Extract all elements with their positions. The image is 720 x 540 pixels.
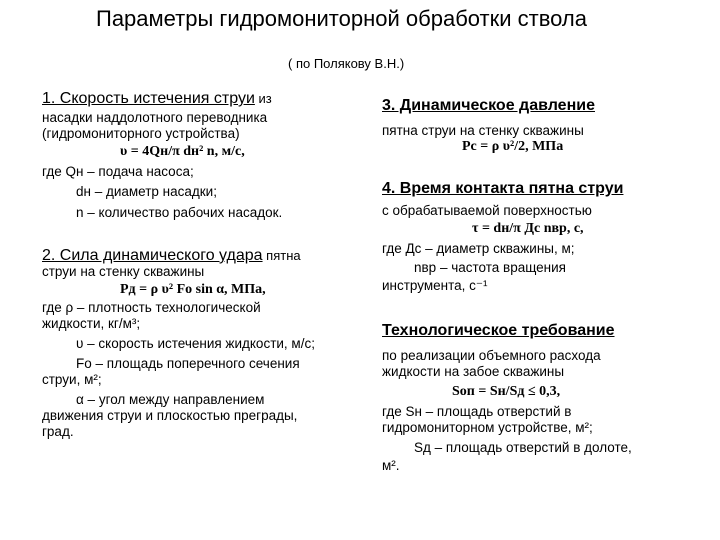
- section-2-where5c: град.: [42, 424, 74, 439]
- section-4-line1: с обрабатываемой поверхностью: [382, 203, 592, 218]
- section-4-heading: [382, 180, 623, 198]
- section-2-where3: υ – скорость истечения жидкости, м/с;: [76, 336, 315, 351]
- section-2-where2: жидкости, кг/м³;: [42, 316, 141, 331]
- section-2-heading-underlined: 2. Сила динамического удара: [42, 247, 263, 264]
- section-5-where2a: Sд – площадь отверстий в долоте,: [414, 440, 632, 455]
- section-1-heading: [42, 90, 272, 108]
- section-2-where5b: движения струи и плоскостью преграды,: [42, 408, 298, 423]
- section-1-line2: (гидромониторного устройства): [42, 126, 240, 141]
- section-3-line1: пятна струи на стенку скважины: [382, 123, 584, 138]
- section-2-where4b: струи, м²;: [42, 372, 102, 387]
- force-formula: Pд = ρ υ² Fo sin α, МПа,: [120, 282, 266, 297]
- section-2-where4a: Fo – площадь поперечного сечения: [76, 356, 300, 371]
- section-4-where2b: инструмента, с⁻¹: [382, 278, 488, 293]
- page-title: Параметры гидромониторной обработки ствола: [96, 6, 587, 31]
- section-4-where2a: nвр – частота вращения: [414, 260, 566, 275]
- pressure-formula: Pc = ρ υ²/2, МПа: [462, 139, 564, 154]
- section-3-heading-underlined: 3. Динамическое давление: [382, 97, 595, 114]
- section-2-line1: струи на стенку скважины: [42, 264, 205, 279]
- section-1-where3: n – количество рабочих насадок.: [76, 205, 283, 220]
- ratio-formula: Sоп = Sн/Sд ≤ 0,3,: [452, 384, 561, 399]
- section-5-where1b: гидромониторном устройстве, м²;: [382, 420, 593, 435]
- section-1-where2: dн – диаметр насадки;: [76, 184, 217, 199]
- section-2-where1: где ρ – плотность технологической: [42, 300, 261, 315]
- section-2-where5a: α – угол между направлением: [76, 392, 265, 407]
- section-2-heading: [42, 247, 301, 265]
- section-4-where1: где Дс – диаметр скважины, м;: [382, 241, 575, 256]
- section-2-heading-tail: пятна: [262, 248, 301, 263]
- section-5-where2b: м².: [382, 458, 400, 473]
- section-1-where1: где Qн – подача насоса;: [42, 164, 194, 179]
- section-5-line2: жидкости на забое скважины: [382, 364, 565, 379]
- section-5-heading: [382, 322, 615, 340]
- section-1-heading-tail: из: [254, 91, 272, 106]
- contact-time-formula: τ = dн/π Дс nвр, с,: [472, 221, 584, 236]
- velocity-formula: υ = 4Qн/π dн² n, м/с,: [120, 144, 245, 159]
- section-5-line1: по реализации объемного расхода: [382, 348, 601, 363]
- section-5-where1a: где Sн – площадь отверстий в: [382, 404, 572, 419]
- section-1-line1: насадки наддолотного переводника: [42, 110, 268, 125]
- section-5-heading-underlined: Технологическое требование: [382, 322, 615, 339]
- page-subtitle: ( по Полякову В.Н.): [288, 56, 405, 71]
- section-1-heading-underlined: 1. Скорость истечения струи: [42, 90, 255, 107]
- section-3-heading: [382, 97, 595, 115]
- section-4-heading-underlined: 4. Время контакта пятна струи: [382, 180, 624, 197]
